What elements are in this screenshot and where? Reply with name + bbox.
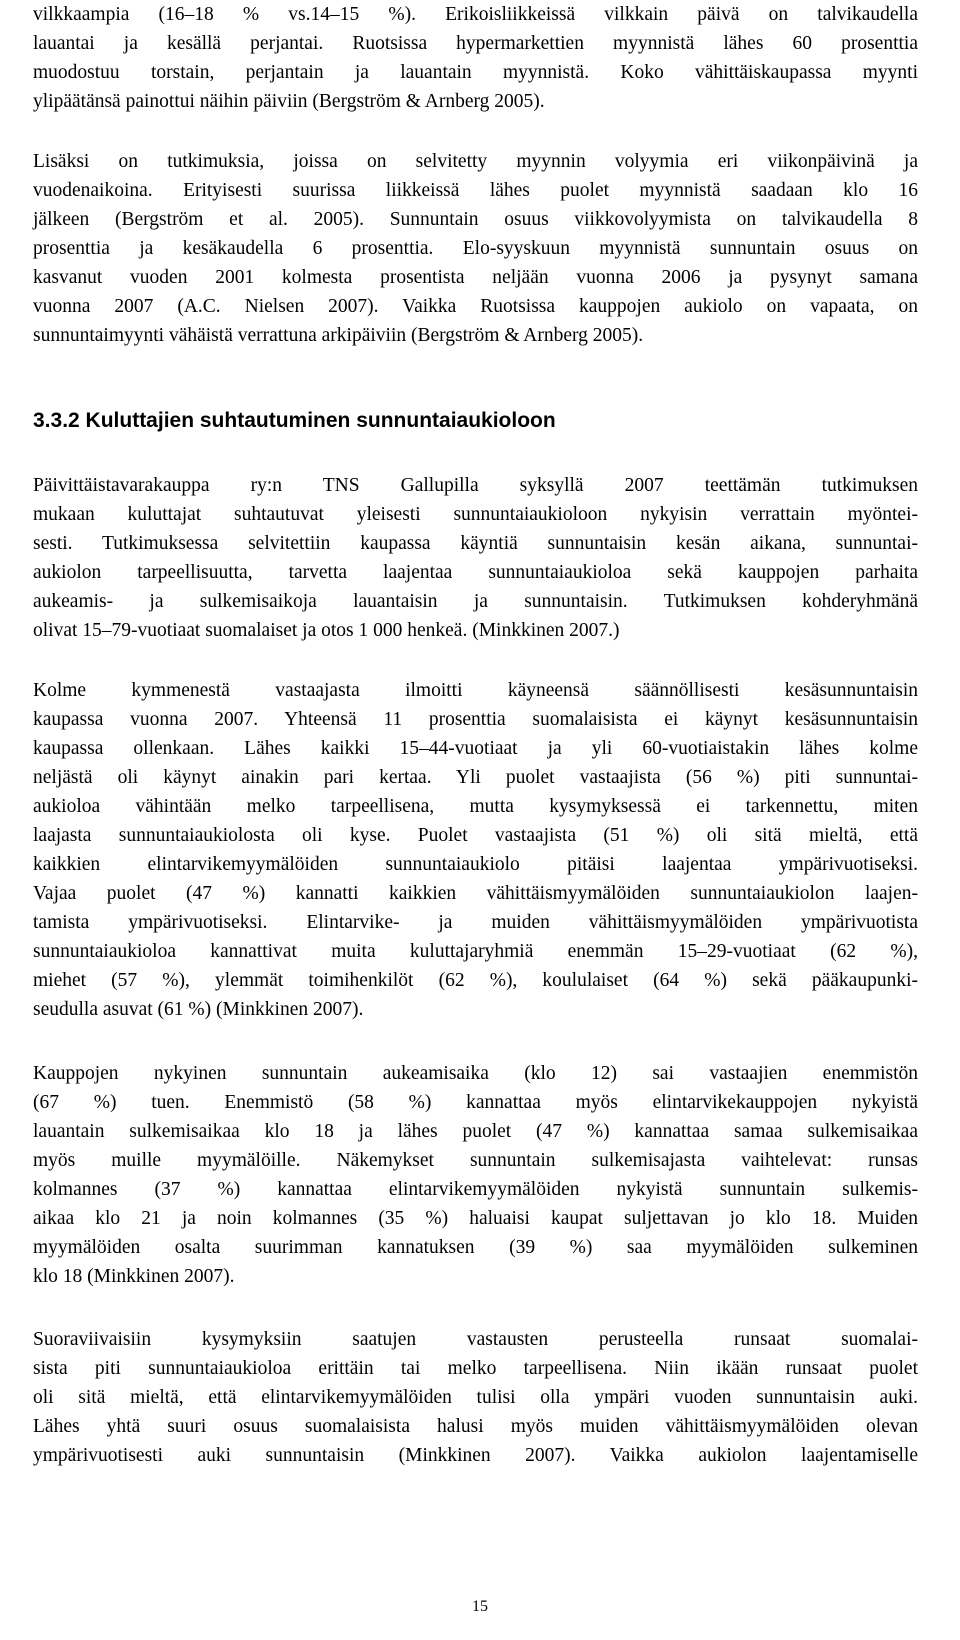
- paragraph-shopping-days: [33, 0, 918, 116]
- text-line: lauantai ja kesällä perjantai. Ruotsissa hypermarkettien myynnistä lähes 60 prosenttia: [33, 33, 918, 54]
- text-line: olivat 15–79-vuotiaat suomalaiset ja otos 1 000 henkeä. (Minkkinen 2007.): [33, 620, 620, 641]
- text-line: klo 18 (Minkkinen 2007).: [33, 1266, 235, 1287]
- text-line: vilkkaampia (16–18 % vs.14–15 %). Erikoisliikkeissä vilkkain päivä on talvikaudella: [33, 4, 918, 25]
- text-line: sista piti sunnuntaiaukioloa erittäin tai melko tarpeellisena. Niin ikään runsaat puolet: [33, 1358, 918, 1379]
- text-line: miehet (57 %), ylemmät toimihenkilöt (62 %), koululaiset (64 %) sekä pääkaupunki-: [33, 970, 918, 991]
- section-heading: 3.3.2 Kuluttajien suhtautuminen sunnuntaiaukioloon: [33, 409, 556, 432]
- text-line: laajasta sunnuntaiaukiolosta oli kyse. Puolet vastaajista (51 %) oli sitä mieltä, että: [33, 825, 918, 846]
- text-line: kolmannes (37 %) kannattaa elintarvikemyymälöiden nykyistä sunnuntain sulkemis-: [33, 1179, 918, 1200]
- text-line: Kolme kymmenestä vastaajasta ilmoitti käyneensä säännöllisesti kesäsunnuntaisin: [33, 680, 918, 701]
- paragraph-direct-questions: [33, 1325, 918, 1470]
- text-line: jälkeen (Bergström et al. 2005). Sunnuntain osuus viikkovolyymista on talvikaudella 8: [33, 209, 918, 230]
- text-line: tamista ympärivuotiseksi. Elintarvike- ja muiden vähittäismyymälöiden ympärivuotista: [33, 912, 918, 933]
- text-line: mukaan kuluttajat suhtautuvat yleisesti sunnuntaiaukioloon nykyisin verrattain myöntei-: [33, 504, 918, 525]
- paragraph-survey-intro: [33, 471, 918, 645]
- text-line: aikaa klo 21 ja noin kolmannes (35 %) haluaisi kaupat suljettavan jo klo 18. Muiden: [33, 1208, 918, 1229]
- text-line: vuonna 2007 (A.C. Nielsen 2007). Vaikka Ruotsissa kauppojen aukiolo on vapaata, on: [33, 296, 918, 317]
- text-line: seudulla asuvat (61 %) (Minkkinen 2007).: [33, 999, 364, 1020]
- text-line: kaupassa ollenkaan. Lähes kaikki 15–44-vuotiaat ja yli 60-vuotiaistakin lähes kolme: [33, 738, 918, 759]
- text-line: kaikkien elintarvikemyymälöiden sunnuntaiaukiolo pitäisi laajentaa ympärivuotiseksi.: [33, 854, 918, 875]
- text-line: Lisäksi on tutkimuksia, joissa on selvitetty myynnin volyymia eri viikonpäivinä ja: [33, 151, 918, 172]
- text-line: lauantain sulkemisaikaa klo 18 ja lähes puolet (47 %) kannattaa samaa sulkemisaikaa: [33, 1121, 918, 1142]
- text-line: aukeamis- ja sulkemisaikoja lauantaisin ja sunnuntaisin. Tutkimuksen kohderyhmänä: [33, 591, 918, 612]
- text-line: sesti. Tutkimuksessa selvitettiin kaupassa käyntiä sunnuntaisin kesän aikana, sunnuntai-: [33, 533, 918, 554]
- text-line: Kauppojen nykyinen sunnuntain aukeamisaika (klo 12) sai vastaajien enemmistön: [33, 1063, 918, 1084]
- text-line: kasvanut vuoden 2001 kolmesta prosentista neljään vuonna 2006 ja pysynyt samana: [33, 267, 918, 288]
- paragraph-opening-hours: [33, 1059, 918, 1291]
- text-line: oli sitä mieltä, että elintarvikemyymälöiden tulisi olla ympäri vuoden sunnuntaisin auki.: [33, 1387, 918, 1408]
- text-line: ympärivuotisesti auki sunnuntaisin (Minkkinen 2007). Vaikka aukiolon laajentamiselle: [33, 1445, 918, 1466]
- text-line: kaupassa vuonna 2007. Yhteensä 11 prosenttia suomalaisista ei käynyt kesäsunnuntaisin: [33, 709, 918, 730]
- text-line: prosenttia ja kesäkaudella 6 prosenttia. Elo-syyskuun myynnistä sunnuntain osuus on: [33, 238, 918, 259]
- text-line: ylipäätänsä painottui näihin päiviin (Bergström & Arnberg 2005).: [33, 91, 545, 112]
- text-line: myymälöiden osalta suurimman kannatuksen (39 %) saa myymälöiden sulkeminen: [33, 1237, 918, 1258]
- text-line: Suoraviivaisiin kysymyksiin saatujen vastausten perusteella runsaat suomalai-: [33, 1329, 918, 1350]
- text-line: aukioloa vähintään melko tarpeellisena, mutta kysymyksessä ei tarkennettu, miten: [33, 796, 918, 817]
- paragraph-survey-results: [33, 676, 918, 1024]
- text-line: Päivittäistavarakauppa ry:n TNS Gallupilla syksyllä 2007 teettämän tutkimuksen: [33, 475, 918, 496]
- page-number: 15: [472, 1598, 488, 1615]
- text-line: myös muille myymälöille. Näkemykset sunnuntain sulkemisajasta vaihtelevat: runsas: [33, 1150, 918, 1171]
- text-line: aukiolon tarpeellisuutta, tarvetta laajentaa sunnuntaiaukioloa sekä kauppojen parhaita: [33, 562, 918, 583]
- text-line: muodostuu torstain, perjantain ja lauantain myynnistä. Koko vähittäiskaupassa myynti: [33, 62, 918, 83]
- text-line: Vajaa puolet (47 %) kannatti kaikkien vähittäismyymälöiden sunnuntaiaukiolon laajen-: [33, 883, 918, 904]
- paragraph-sales-volume: [33, 147, 918, 350]
- text-line: sunnuntaiaukioloa kannattivat muita kuluttajaryhmiä enemmän 15–29-vuotiaat (62 %),: [33, 941, 918, 962]
- text-line: neljästä oli käynyt ainakin pari kertaa. Yli puolet vastaajista (56 %) piti sunnuntai-: [33, 767, 918, 788]
- text-line: (67 %) tuen. Enemmistö (58 %) kannattaa myös elintarvikekauppojen nykyistä: [33, 1092, 918, 1113]
- text-line: Lähes yhtä suuri osuus suomalaisista halusi myös muiden vähittäismyymälöiden olevan: [33, 1416, 918, 1437]
- text-line: vuodenaikoina. Erityisesti suurissa liikkeissä lähes puolet myynnistä saadaan klo 16: [33, 180, 918, 201]
- text-line: sunnuntaimyynti vähäistä verrattuna arkipäiviin (Bergström & Arnberg 2005).: [33, 325, 644, 346]
